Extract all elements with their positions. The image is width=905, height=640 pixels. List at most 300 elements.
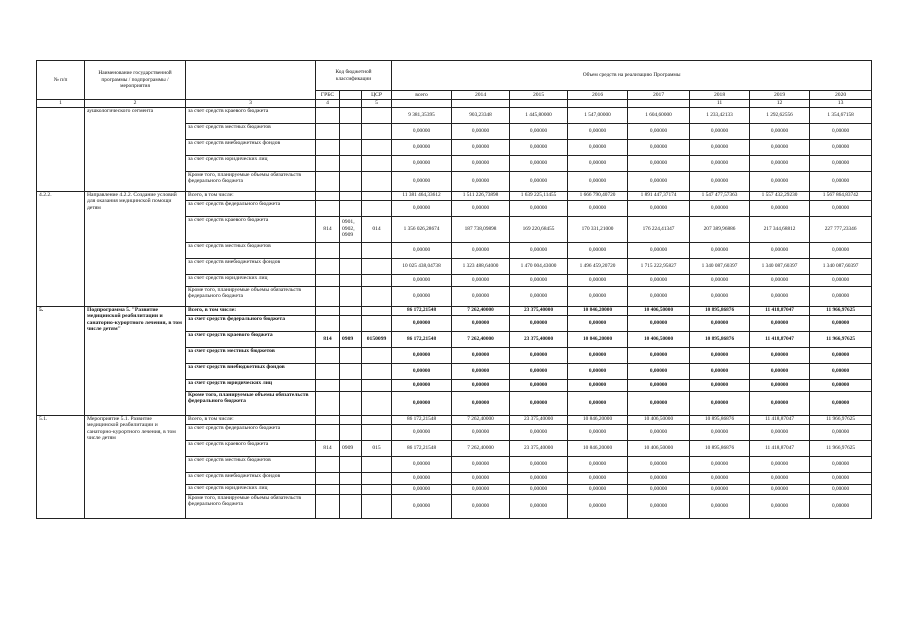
csr-code bbox=[362, 200, 392, 216]
amount-cell: 0,00000 bbox=[750, 123, 810, 139]
amount-cell: 10 846,20000 bbox=[568, 415, 628, 424]
rzpr-code bbox=[340, 274, 362, 286]
amount-cell: 0,00000 bbox=[750, 315, 810, 331]
amount-cell: 0,00000 bbox=[452, 391, 510, 415]
csr-code bbox=[362, 123, 392, 139]
row-name: Подпрограмма 5. "Развитие медицинской реабилитации и санаторно-курортного лечения, в том числе детям" bbox=[85, 306, 186, 415]
rzpr-code bbox=[340, 391, 362, 415]
amount-cell: 0,00000 bbox=[568, 200, 628, 216]
csr-code bbox=[362, 391, 392, 415]
funding-source: за счет средств внебюджетных фондов bbox=[186, 139, 316, 155]
amount-cell: 0,00000 bbox=[690, 494, 750, 518]
amount-cell: 0,00000 bbox=[750, 274, 810, 286]
amount-cell: 0,00000 bbox=[810, 424, 872, 440]
rzpr-code bbox=[340, 379, 362, 391]
grbs-code bbox=[316, 391, 340, 415]
rzpr-code bbox=[340, 155, 362, 171]
program-funding-table bbox=[36, 60, 872, 519]
header-csr: ЦСР bbox=[362, 91, 392, 100]
table-row bbox=[37, 191, 872, 200]
amount-cell: 0,00000 bbox=[510, 315, 568, 331]
rzpr-code bbox=[340, 123, 362, 139]
amount-cell: 0,00000 bbox=[690, 286, 750, 306]
amount-cell: 0,00000 bbox=[750, 242, 810, 258]
header-volume: Объем средств на реализацию Программы bbox=[392, 61, 872, 91]
amount-cell: 0,00000 bbox=[452, 200, 510, 216]
grbs-code bbox=[316, 191, 340, 200]
grbs-code bbox=[316, 171, 340, 191]
amount-cell: 0,00000 bbox=[628, 139, 690, 155]
amount-cell: 0,00000 bbox=[452, 363, 510, 379]
amount-cell: 0,00000 bbox=[628, 379, 690, 391]
grbs-code bbox=[316, 139, 340, 155]
csr-code bbox=[362, 363, 392, 379]
colnum: 4 bbox=[316, 100, 340, 108]
csr-code: 014 bbox=[362, 216, 392, 242]
funding-source: за счет средств местных бюджетов bbox=[186, 242, 316, 258]
amount-cell: 1 547 477,57363 bbox=[690, 191, 750, 200]
amount-cell: 0,00000 bbox=[510, 494, 568, 518]
amount-cell: 10 895,86876 bbox=[690, 415, 750, 424]
amount-cell: 0,00000 bbox=[628, 242, 690, 258]
amount-cell: 0,00000 bbox=[750, 379, 810, 391]
amount-cell: 0,00000 bbox=[510, 484, 568, 494]
grbs-code: 814 bbox=[316, 440, 340, 456]
amount-cell: 187 738,09898 bbox=[452, 216, 510, 242]
amount-cell: 0,00000 bbox=[810, 123, 872, 139]
amount-cell: 0,00000 bbox=[690, 347, 750, 363]
amount-cell: 0,00000 bbox=[392, 139, 452, 155]
colnum: 13 bbox=[810, 100, 872, 108]
row-num: 5. bbox=[37, 306, 85, 415]
grbs-code bbox=[316, 315, 340, 331]
amount-cell: 7 262,40000 bbox=[452, 415, 510, 424]
amount-cell: 0,00000 bbox=[810, 315, 872, 331]
amount-cell: 0,00000 bbox=[452, 424, 510, 440]
amount-cell: 86 172,21548 bbox=[392, 415, 452, 424]
colnum: 3 bbox=[186, 100, 316, 108]
amount-cell: 1 292,62556 bbox=[750, 107, 810, 123]
amount-cell: 0,00000 bbox=[392, 171, 452, 191]
amount-cell: 7 262,40000 bbox=[452, 440, 510, 456]
amount-cell: 0,00000 bbox=[510, 456, 568, 472]
rzpr-code bbox=[340, 242, 362, 258]
rzpr-code bbox=[340, 258, 362, 274]
header-year: 2019 bbox=[750, 91, 810, 100]
amount-cell: 0,00000 bbox=[628, 315, 690, 331]
amount-cell: 0,00000 bbox=[510, 200, 568, 216]
amount-cell: 0,00000 bbox=[510, 347, 568, 363]
amount-cell: 0,00000 bbox=[690, 379, 750, 391]
csr-code bbox=[362, 286, 392, 306]
colnum: 5 bbox=[362, 100, 392, 108]
amount-cell: 0,00000 bbox=[392, 347, 452, 363]
amount-cell: 0,00000 bbox=[628, 347, 690, 363]
csr-code bbox=[362, 274, 392, 286]
colnum bbox=[340, 100, 362, 108]
funding-source: Всего, в том числе: bbox=[186, 191, 316, 200]
csr-code bbox=[362, 415, 392, 424]
amount-cell: 10 406,50000 bbox=[628, 306, 690, 315]
csr-code bbox=[362, 155, 392, 171]
amount-cell: 0,00000 bbox=[750, 424, 810, 440]
amount-cell: 1 323 488,64000 bbox=[452, 258, 510, 274]
amount-cell: 0,00000 bbox=[510, 171, 568, 191]
amount-cell: 11 381 464,33612 bbox=[392, 191, 452, 200]
amount-cell: 1 557 432,29230 bbox=[750, 191, 810, 200]
amount-cell: 11 418,87047 bbox=[750, 331, 810, 347]
amount-cell: 86 172,21548 bbox=[392, 306, 452, 315]
amount-cell: 0,00000 bbox=[750, 200, 810, 216]
amount-cell: 0,00000 bbox=[750, 456, 810, 472]
csr-code bbox=[362, 494, 392, 518]
amount-cell: 0,00000 bbox=[810, 456, 872, 472]
amount-cell: 10 406,50000 bbox=[628, 440, 690, 456]
amount-cell: 0,00000 bbox=[568, 171, 628, 191]
amount-cell: 0,00000 bbox=[628, 200, 690, 216]
amount-cell: 0,00000 bbox=[392, 200, 452, 216]
amount-cell: 0,00000 bbox=[452, 155, 510, 171]
amount-cell: 0,00000 bbox=[628, 155, 690, 171]
amount-cell: 0,00000 bbox=[750, 472, 810, 484]
funding-source: Кроме того, планируемые объемы обязательств федерального бюджета bbox=[186, 286, 316, 306]
amount-cell: 0,00000 bbox=[568, 242, 628, 258]
amount-cell: 0,00000 bbox=[568, 494, 628, 518]
rzpr-code: 0909 bbox=[340, 440, 362, 456]
header-year: 2015 bbox=[510, 91, 568, 100]
amount-cell: 11 966,97625 bbox=[810, 415, 872, 424]
amount-cell: 0,00000 bbox=[392, 484, 452, 494]
amount-cell: 10 406,50000 bbox=[628, 331, 690, 347]
rzpr-code bbox=[340, 347, 362, 363]
amount-cell: 0,00000 bbox=[690, 363, 750, 379]
rzpr-code bbox=[340, 456, 362, 472]
table-row bbox=[37, 107, 872, 123]
amount-cell: 0,00000 bbox=[628, 494, 690, 518]
row-num bbox=[37, 107, 85, 191]
csr-code: 015 bbox=[362, 440, 392, 456]
header-year: всего bbox=[392, 91, 452, 100]
amount-cell: 0,00000 bbox=[690, 456, 750, 472]
amount-cell: 0,00000 bbox=[750, 171, 810, 191]
csr-code bbox=[362, 191, 392, 200]
amount-cell: 0,00000 bbox=[750, 363, 810, 379]
grbs-code bbox=[316, 286, 340, 306]
grbs-code bbox=[316, 107, 340, 123]
amount-cell: 0,00000 bbox=[568, 347, 628, 363]
amount-cell: 0,00000 bbox=[628, 472, 690, 484]
amount-cell: 0,00000 bbox=[690, 155, 750, 171]
funding-source: за счет средств внебюджетных фондов bbox=[186, 258, 316, 274]
amount-cell: 0,00000 bbox=[452, 123, 510, 139]
amount-cell: 0,00000 bbox=[568, 484, 628, 494]
rzpr-code bbox=[340, 315, 362, 331]
amount-cell: 0,00000 bbox=[810, 274, 872, 286]
amount-cell: 0,00000 bbox=[810, 286, 872, 306]
colnum: 12 bbox=[750, 100, 810, 108]
amount-cell: 169 220,68455 bbox=[510, 216, 568, 242]
document-page bbox=[36, 60, 871, 519]
amount-cell: 86 172,21548 bbox=[392, 440, 452, 456]
amount-cell: 11 418,87047 bbox=[750, 306, 810, 315]
header-source bbox=[186, 61, 316, 100]
table-body bbox=[37, 107, 872, 518]
amount-cell: 0,00000 bbox=[568, 274, 628, 286]
amount-cell: 1 511 226,73898 bbox=[452, 191, 510, 200]
rzpr-code bbox=[340, 107, 362, 123]
amount-cell: 0,00000 bbox=[510, 391, 568, 415]
amount-cell: 11 418,87047 bbox=[750, 415, 810, 424]
funding-source: Всего, в том числе: bbox=[186, 306, 316, 315]
amount-cell: 1 445,80000 bbox=[510, 107, 568, 123]
row-num: 5.1. bbox=[37, 415, 85, 518]
csr-code bbox=[362, 424, 392, 440]
amount-cell: 0,00000 bbox=[392, 286, 452, 306]
csr-code bbox=[362, 347, 392, 363]
amount-cell: 0,00000 bbox=[452, 456, 510, 472]
amount-cell: 176 224,41347 bbox=[628, 216, 690, 242]
amount-cell: 1 567 864,83742 bbox=[810, 191, 872, 200]
amount-cell: 0,00000 bbox=[690, 315, 750, 331]
funding-source: за счет средств федерального бюджета bbox=[186, 200, 316, 216]
amount-cell: 0,00000 bbox=[452, 472, 510, 484]
grbs-code bbox=[316, 123, 340, 139]
rzpr-code bbox=[340, 363, 362, 379]
amount-cell: 0,00000 bbox=[568, 363, 628, 379]
amount-cell: 0,00000 bbox=[568, 379, 628, 391]
rzpr-code bbox=[340, 415, 362, 424]
rzpr-code bbox=[340, 494, 362, 518]
amount-cell: 0,00000 bbox=[750, 391, 810, 415]
funding-source: Всего, в том числе: bbox=[186, 415, 316, 424]
grbs-code bbox=[316, 472, 340, 484]
colnum bbox=[568, 100, 628, 108]
amount-cell: 0,00000 bbox=[690, 123, 750, 139]
amount-cell: 23 375,40000 bbox=[510, 331, 568, 347]
grbs-code bbox=[316, 456, 340, 472]
header-name: Наименование государственной программы / подпрограммы / мероприятия bbox=[85, 61, 186, 100]
funding-source: за счет средств местных бюджетов bbox=[186, 456, 316, 472]
colnum bbox=[510, 100, 568, 108]
amount-cell: 0,00000 bbox=[452, 171, 510, 191]
amount-cell: 0,00000 bbox=[690, 200, 750, 216]
amount-cell: 0,00000 bbox=[810, 200, 872, 216]
amount-cell: 0,00000 bbox=[690, 472, 750, 484]
amount-cell: 0,00000 bbox=[628, 171, 690, 191]
amount-cell: 0,00000 bbox=[810, 242, 872, 258]
amount-cell: 1 340 087,60397 bbox=[690, 258, 750, 274]
csr-code: 0150099 bbox=[362, 331, 392, 347]
funding-source: за счет средств краевого бюджета bbox=[186, 331, 316, 347]
funding-source: за счет средств федерального бюджета bbox=[186, 424, 316, 440]
header-row-1 bbox=[37, 61, 872, 91]
amount-cell: 1 354,67158 bbox=[810, 107, 872, 123]
grbs-code bbox=[316, 424, 340, 440]
amount-cell: 1 891 447,37174 bbox=[628, 191, 690, 200]
amount-cell: 0,00000 bbox=[392, 315, 452, 331]
colnum bbox=[392, 100, 452, 108]
grbs-code bbox=[316, 242, 340, 258]
grbs-code bbox=[316, 200, 340, 216]
grbs-code bbox=[316, 363, 340, 379]
amount-cell: 0,00000 bbox=[510, 472, 568, 484]
csr-code bbox=[362, 258, 392, 274]
funding-source: за счет средств юридических лиц bbox=[186, 155, 316, 171]
rzpr-code bbox=[340, 472, 362, 484]
amount-cell: 0,00000 bbox=[392, 379, 452, 391]
csr-code bbox=[362, 315, 392, 331]
amount-cell: 11 966,97625 bbox=[810, 306, 872, 315]
amount-cell: 0,00000 bbox=[750, 139, 810, 155]
amount-cell: 23 375,40000 bbox=[510, 440, 568, 456]
header-year: 2014 bbox=[452, 91, 510, 100]
funding-source: за счет средств краевого бюджета bbox=[186, 216, 316, 242]
amount-cell: 1 604,60000 bbox=[628, 107, 690, 123]
header-rzpr bbox=[340, 91, 362, 100]
amount-cell: 0,00000 bbox=[628, 363, 690, 379]
csr-code bbox=[362, 306, 392, 315]
amount-cell: 0,00000 bbox=[452, 139, 510, 155]
amount-cell: 0,00000 bbox=[392, 424, 452, 440]
amount-cell: 1 496 459,20720 bbox=[568, 258, 628, 274]
funding-source: за счет средств внебюджетных фондов bbox=[186, 363, 316, 379]
amount-cell: 1 666 790,40720 bbox=[568, 191, 628, 200]
amount-cell: 11 966,97625 bbox=[810, 440, 872, 456]
amount-cell: 0,00000 bbox=[568, 424, 628, 440]
amount-cell: 0,00000 bbox=[690, 424, 750, 440]
amount-cell: 0,00000 bbox=[452, 379, 510, 391]
grbs-code bbox=[316, 484, 340, 494]
rzpr-code bbox=[340, 171, 362, 191]
amount-cell: 7 262,40000 bbox=[452, 306, 510, 315]
amount-cell: 0,00000 bbox=[628, 456, 690, 472]
grbs-code bbox=[316, 306, 340, 315]
table-row bbox=[37, 306, 872, 315]
csr-code bbox=[362, 171, 392, 191]
amount-cell: 0,00000 bbox=[568, 315, 628, 331]
amount-cell: 0,00000 bbox=[392, 456, 452, 472]
amount-cell: 0,00000 bbox=[568, 456, 628, 472]
amount-cell: 0,00000 bbox=[810, 391, 872, 415]
amount-cell: 10 406,50000 bbox=[628, 415, 690, 424]
row-num: 4.2.2. bbox=[37, 191, 85, 306]
row-name: Мероприятие 5.1. Развитие медицинской реабилитации и санаторно-курортного лечения, в том числе детям bbox=[85, 415, 186, 518]
header-year: 2020 bbox=[810, 91, 872, 100]
header-budget-code: Код бюджетной классификации bbox=[316, 61, 392, 91]
amount-cell: 10 846,20000 bbox=[568, 440, 628, 456]
amount-cell: 0,00000 bbox=[690, 242, 750, 258]
amount-cell: 0,00000 bbox=[568, 139, 628, 155]
amount-cell: 0,00000 bbox=[510, 363, 568, 379]
amount-cell: 1 340 087,60397 bbox=[810, 258, 872, 274]
funding-source: за счет средств юридических лиц bbox=[186, 484, 316, 494]
amount-cell: 0,00000 bbox=[810, 347, 872, 363]
amount-cell: 1 470 004,43000 bbox=[510, 258, 568, 274]
amount-cell: 0,00000 bbox=[690, 274, 750, 286]
column-number-row bbox=[37, 100, 872, 108]
amount-cell: 11 966,97625 bbox=[810, 331, 872, 347]
amount-cell: 1 715 222,95827 bbox=[628, 258, 690, 274]
funding-source: Кроме того, планируемые объемы обязательств федерального бюджета bbox=[186, 391, 316, 415]
amount-cell: 0,00000 bbox=[510, 139, 568, 155]
amount-cell: 0,00000 bbox=[690, 391, 750, 415]
grbs-code bbox=[316, 494, 340, 518]
amount-cell: 0,00000 bbox=[810, 494, 872, 518]
amount-cell: 0,00000 bbox=[628, 123, 690, 139]
rzpr-code bbox=[340, 424, 362, 440]
amount-cell: 0,00000 bbox=[510, 123, 568, 139]
amount-cell: 0,00000 bbox=[750, 347, 810, 363]
amount-cell: 0,00000 bbox=[568, 472, 628, 484]
amount-cell: 9 381,35395 bbox=[392, 107, 452, 123]
amount-cell: 7 262,40000 bbox=[452, 331, 510, 347]
amount-cell: 10 846,20000 bbox=[568, 331, 628, 347]
amount-cell: 0,00000 bbox=[452, 347, 510, 363]
rzpr-code bbox=[340, 286, 362, 306]
amount-cell: 1 340 087,60397 bbox=[750, 258, 810, 274]
funding-source: за счет средств местных бюджетов bbox=[186, 347, 316, 363]
amount-cell: 0,00000 bbox=[392, 363, 452, 379]
amount-cell: 0,00000 bbox=[452, 286, 510, 306]
funding-source: за счет средств внебюджетных фондов bbox=[186, 472, 316, 484]
amount-cell: 0,00000 bbox=[750, 286, 810, 306]
amount-cell: 0,00000 bbox=[392, 242, 452, 258]
amount-cell: 0,00000 bbox=[810, 139, 872, 155]
amount-cell: 0,00000 bbox=[628, 391, 690, 415]
amount-cell: 0,00000 bbox=[810, 472, 872, 484]
amount-cell: 0,00000 bbox=[392, 274, 452, 286]
amount-cell: 1 356 026,28674 bbox=[392, 216, 452, 242]
amount-cell: 1 547,00000 bbox=[568, 107, 628, 123]
grbs-code bbox=[316, 274, 340, 286]
funding-source: Кроме того, планируемые объемы обязательств федерального бюджета bbox=[186, 494, 316, 518]
amount-cell: 0,00000 bbox=[750, 494, 810, 518]
rzpr-code bbox=[340, 200, 362, 216]
header-year: 2016 bbox=[568, 91, 628, 100]
amount-cell: 10 846,20000 bbox=[568, 306, 628, 315]
amount-cell: 0,00000 bbox=[568, 391, 628, 415]
funding-source: за счет средств юридических лиц bbox=[186, 274, 316, 286]
amount-cell: 227 777,23346 bbox=[810, 216, 872, 242]
amount-cell: 10 025 438,04738 bbox=[392, 258, 452, 274]
header-year: 2017 bbox=[628, 91, 690, 100]
funding-source: за счет средств краевого бюджета bbox=[186, 440, 316, 456]
amount-cell: 0,00000 bbox=[510, 424, 568, 440]
csr-code bbox=[362, 472, 392, 484]
colnum: 1 bbox=[37, 100, 85, 108]
csr-code bbox=[362, 107, 392, 123]
amount-cell: 0,00000 bbox=[810, 171, 872, 191]
amount-cell: 0,00000 bbox=[628, 484, 690, 494]
header-grbs: ГРБС bbox=[316, 91, 340, 100]
amount-cell: 0,00000 bbox=[628, 286, 690, 306]
amount-cell: 0,00000 bbox=[810, 484, 872, 494]
colnum: 2 bbox=[85, 100, 186, 108]
csr-code bbox=[362, 484, 392, 494]
rzpr-code bbox=[340, 484, 362, 494]
rzpr-code: 0909 bbox=[340, 331, 362, 347]
amount-cell: 0,00000 bbox=[392, 155, 452, 171]
amount-cell: 0,00000 bbox=[452, 315, 510, 331]
amount-cell: 207 389,96886 bbox=[690, 216, 750, 242]
colnum: 11 bbox=[690, 100, 750, 108]
amount-cell: 1 233,42133 bbox=[690, 107, 750, 123]
amount-cell: 0,00000 bbox=[568, 155, 628, 171]
row-name: Направление 4.2.2. Создание условий для оказания медицинской помощи детям bbox=[85, 191, 186, 306]
amount-cell: 0,00000 bbox=[690, 484, 750, 494]
funding-source: за счет средств юридических лиц bbox=[186, 379, 316, 391]
amount-cell: 0,00000 bbox=[510, 379, 568, 391]
